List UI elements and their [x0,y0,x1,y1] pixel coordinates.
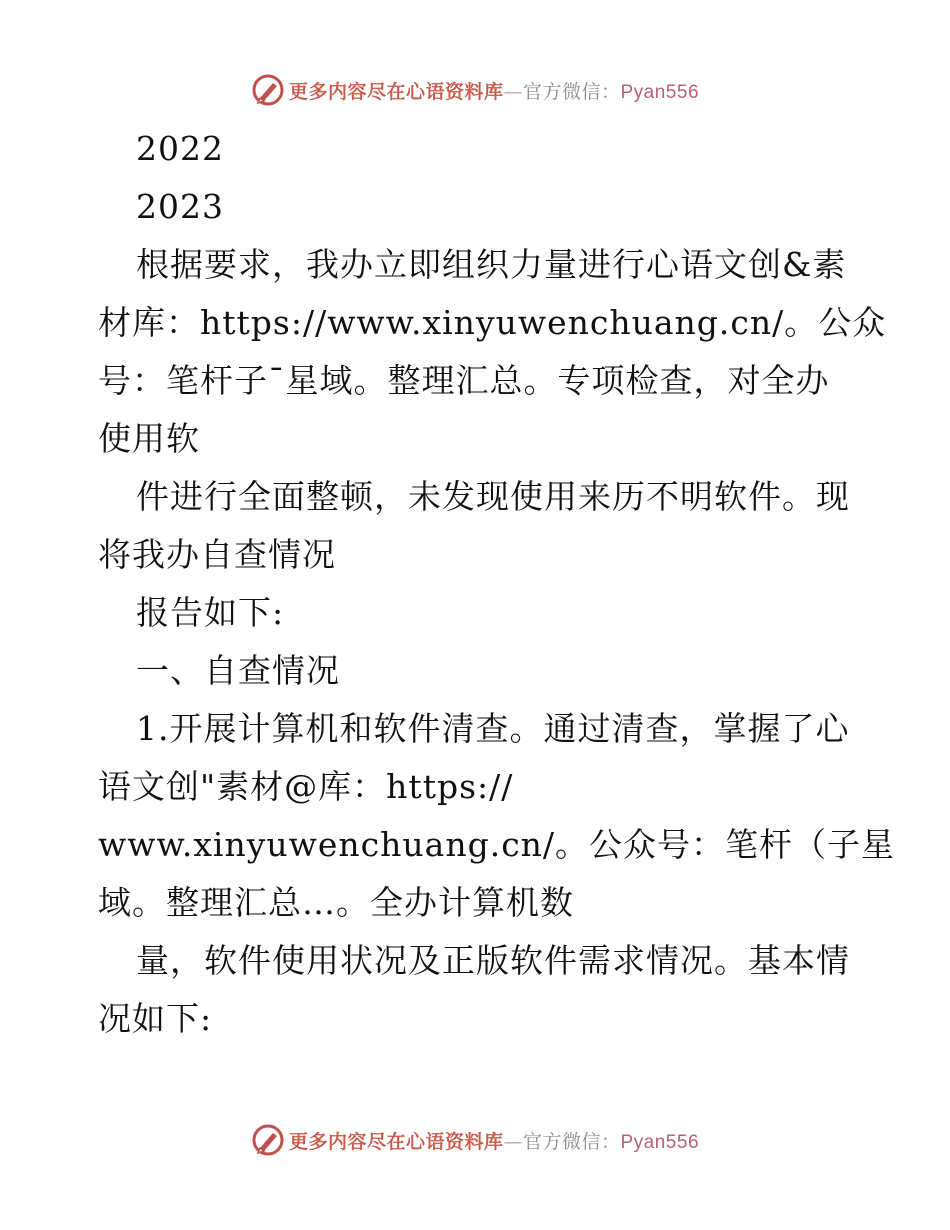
text-line: 使用软 [98,419,200,458]
text-line: 1.开展计算机和软件清查。通过清查，掌握了心 [136,709,850,748]
text-line: www.xinyuwenchuang.cn/。公众号：笔杆（子星 [98,825,896,864]
watermark-header [0,70,950,110]
pen-logo-icon [251,73,285,107]
text-line: 况如下: [98,999,213,1038]
text-line: 2023 [136,187,224,226]
document-body [98,120,896,1048]
text-line: 语文创"素材@库：https:// [98,767,514,806]
text-line: 号：笔杆子¯星域。整理汇总。专项检查，对全办 [98,361,830,400]
text-line: 材库：https://www.xinyuwenchuang.cn/。公众 [98,303,887,342]
watermark-text: 更多内容尽在心语资料库—官方微信：Pyan556 [288,80,700,103]
text-line: 报告如下: [136,593,285,632]
text-line: 量，软件使用状况及正版软件需求情况。基本情 [136,941,850,980]
text-line: 将我办自查情况 [98,535,336,574]
pen-logo-icon [251,1123,285,1157]
text-line: 件进行全面整顿，未发现使用来历不明软件。现 [136,477,850,516]
text-line: 2022 [136,129,224,168]
text-line: 根据要求，我办立即组织力量进行心语文创&素 [136,245,847,284]
section-heading: 一、自查情况 [136,651,340,690]
watermark-text: 更多内容尽在心语资料库—官方微信：Pyan556 [288,1130,700,1153]
watermark-footer [0,1120,950,1160]
text-line: 域。整理汇总…。全办计算机数 [98,883,574,922]
